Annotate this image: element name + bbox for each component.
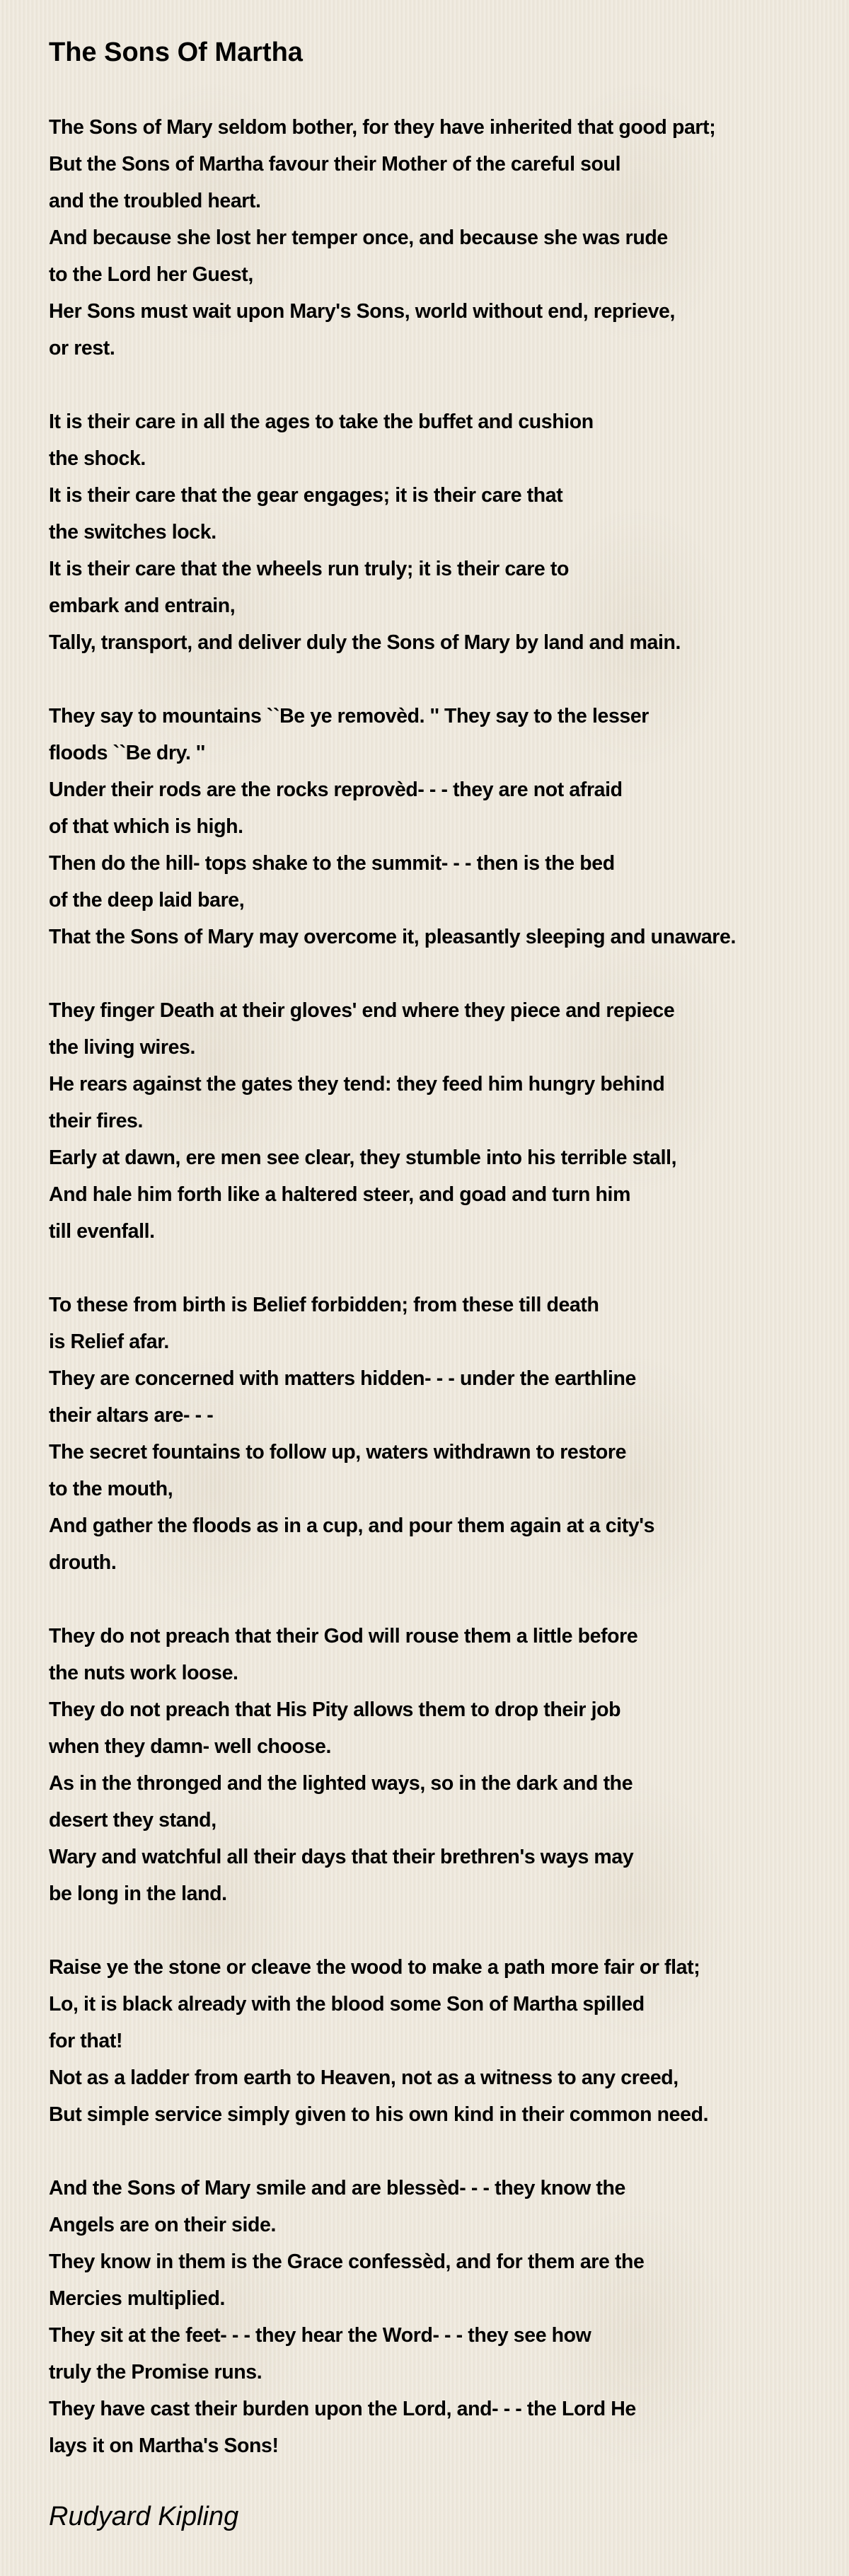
poem-line: And because she lost her temper once, and because she was rude — [49, 226, 668, 249]
poem-line: to the Lord her Guest, — [49, 263, 253, 286]
poem-line: He rears against the gates they tend: they feed him hungry behind — [49, 1073, 665, 1096]
poem-line: They know in them is the Grace confessèd, and for them are the — [49, 2250, 645, 2273]
poem-line: And the Sons of Mary smile and are blessèd- - - they know the — [49, 2177, 625, 2200]
poem-line: Lo, it is black already with the blood some Son of Martha spilled — [49, 1993, 645, 2016]
stanza — [49, 403, 849, 661]
stanza — [49, 992, 849, 1250]
stanza — [49, 1618, 849, 1912]
poem-line: embark and entrain, — [49, 594, 236, 617]
stanza — [49, 1949, 849, 2133]
poem-line: They sit at the feet- - - they hear the Word- - - they see how — [49, 2324, 591, 2347]
stanza — [49, 698, 849, 955]
poem-line: They are concerned with matters hidden- - - under the earthline — [49, 1367, 636, 1390]
poem-line: be long in the land. — [49, 1882, 227, 1905]
poem-line: of the deep laid bare, — [49, 889, 245, 912]
stanza — [49, 1287, 849, 1581]
poem-line: desert they stand, — [49, 1809, 216, 1832]
poem-line: or rest. — [49, 337, 115, 360]
poem-line: They say to mountains ``Be ye removèd. '' They say to the lesser — [49, 705, 649, 728]
poem-line: The secret fountains to follow up, waters withdrawn to restore — [49, 1441, 627, 1464]
poem-line: Her Sons must wait upon Mary's Sons, world without end, reprieve, — [49, 300, 675, 323]
poem-line: And gather the floods as in a cup, and pour them again at a city's — [49, 1514, 655, 1537]
poem-line: But the Sons of Martha favour their Mother of the careful soul — [49, 153, 621, 176]
poem-line: It is their care that the wheels run truly; it is their care to — [49, 558, 569, 580]
poem-line: the nuts work loose. — [49, 1662, 238, 1684]
poem-line: when they damn- well choose. — [49, 1735, 331, 1758]
poem-line: It is their care that the gear engages; it is their care that — [49, 484, 563, 507]
poem-line: drouth. — [49, 1551, 117, 1574]
poem-line: That the Sons of Mary may overcome it, pleasantly sleeping and unaware. — [49, 926, 736, 948]
poem-line: floods ``Be dry. '' — [49, 742, 205, 764]
poem-line: Under their rods are the rocks reprovèd- - - they are not afraid — [49, 778, 623, 801]
stanza — [49, 2170, 849, 2464]
poem-line: They do not preach that His Pity allows them to drop their job — [49, 1698, 621, 1721]
poem-line: It is their care in all the ages to take the buffet and cushion — [49, 410, 594, 433]
poem-line: They do not preach that their God will rouse them a little before — [49, 1625, 638, 1648]
poem-line: their altars are- - - — [49, 1404, 214, 1427]
poem-line: But simple service simply given to his own kind in their common need. — [49, 2103, 709, 2126]
poem-line: Then do the hill- tops shake to the summit- - - then is the bed — [49, 852, 615, 875]
poem-line: till evenfall. — [49, 1220, 155, 1243]
poem-line: They finger Death at their gloves' end where they piece and repiece — [49, 999, 675, 1022]
poem-line: the shock. — [49, 447, 146, 470]
poem-line: The Sons of Mary seldom bother, for they have inherited that good part; — [49, 116, 716, 139]
poem-body — [49, 109, 849, 2464]
poem-line: is Relief afar. — [49, 1330, 169, 1353]
poem-line: And hale him forth like a haltered steer, and goad and turn him — [49, 1183, 631, 1206]
poem-line: Mercies multiplied. — [49, 2287, 225, 2310]
poem-line: the switches lock. — [49, 521, 216, 544]
stanza — [49, 109, 849, 367]
poem-author[interactable]: Rudyard Kipling — [49, 2502, 239, 2531]
poem-line: Not as a ladder from earth to Heaven, not as a witness to any creed, — [49, 2066, 678, 2089]
poem-line: To these from birth is Belief forbidden; from these till death — [49, 1294, 599, 1316]
poem-line: Wary and watchful all their days that their brethren's ways may — [49, 1846, 634, 1868]
poem-line: Angels are on their side. — [49, 2214, 277, 2236]
poem-line: of that which is high. — [49, 815, 243, 838]
poem-line: the living wires. — [49, 1036, 196, 1059]
poem-line: They have cast their burden upon the Lord, and- - - the Lord He — [49, 2398, 636, 2420]
poem-line: lays it on Martha's Sons! — [49, 2434, 279, 2457]
poem-line: truly the Promise runs. — [49, 2361, 262, 2384]
poem-line: their fires. — [49, 1110, 143, 1132]
poem-line: and the troubled heart. — [49, 190, 261, 212]
poem-line: As in the thronged and the lighted ways, so in the dark and the — [49, 1772, 633, 1795]
poem-line: Tally, transport, and deliver duly the Sons of Mary by land and main. — [49, 631, 681, 654]
poem-title: The Sons Of Martha — [49, 38, 303, 67]
poem-line: Early at dawn, ere men see clear, they stumble into his terrible stall, — [49, 1146, 677, 1169]
poem-line: Raise ye the stone or cleave the wood to make a path more fair or flat; — [49, 1956, 700, 1979]
poem-line: to the mouth, — [49, 1478, 173, 1500]
poem-line: for that! — [49, 2030, 123, 2052]
